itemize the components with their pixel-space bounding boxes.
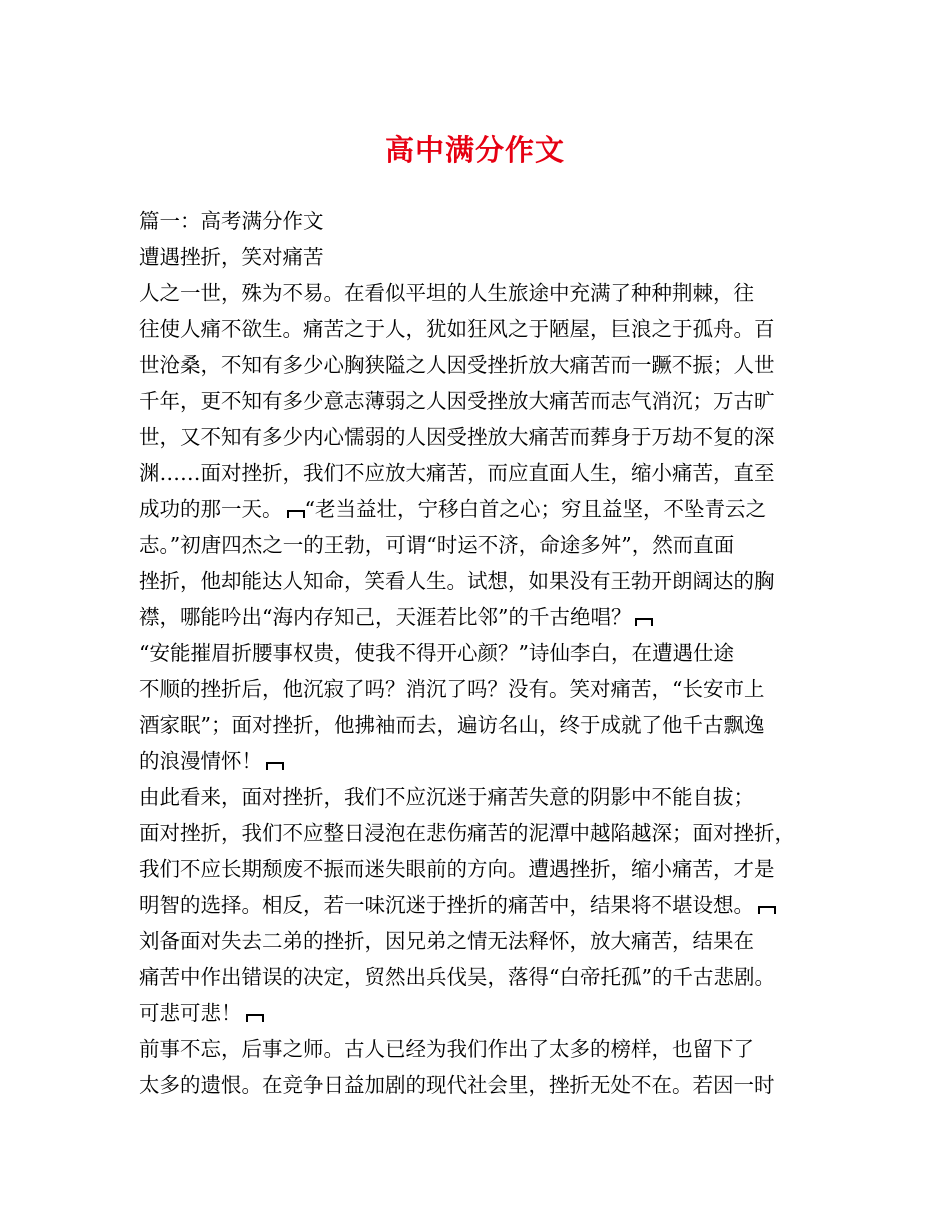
- text-fragment: 的浪漫情怀！: [139, 749, 262, 773]
- paragraph-mark-icon: [287, 510, 305, 518]
- text-line: 太多的遗恨。在竞争日益加剧的现代社会里，挫折无处不在。若因一时: [139, 1073, 775, 1097]
- section-heading: 篇一：高考满分作文: [139, 209, 324, 233]
- essay-body: [139, 203, 829, 1103]
- text-line-with-marks: [139, 995, 829, 1031]
- text-line-with-marks: [139, 599, 829, 635]
- text-line: 世，又不知有多少内心懦弱的人因受挫放大痛苦而葬身于万劫不复的深: [139, 425, 775, 449]
- document-title: 高中满分作文: [384, 133, 565, 167]
- text-line: “安能摧眉折腰事权贵，使我不得开心颜？”诗仙李白，在遭遇仕途: [139, 641, 734, 665]
- text-line: 酒家眠”；面对挫折，他拂袖而去，遍访名山，终于成就了他千古飘逸: [139, 713, 765, 737]
- text-line: 挫折，他却能达人知命，笑看人生。试想，如果没有王勃开朗阔达的胸: [139, 569, 775, 593]
- text-line: 人之一世，殊为不易。在看似平坦的人生旅途中充满了种种荆棘，往: [139, 281, 754, 305]
- text-line: 由此看来，面对挫折，我们不应沉迷于痛苦失意的阴影中不能自拔；: [139, 785, 754, 809]
- text-line: 我们不应长期颓废不振而迷失眼前的方向。遭遇挫折，缩小痛苦，才是: [139, 857, 775, 881]
- text-fragment: 成功的那一天。: [139, 497, 283, 521]
- text-line: 前事不忘，后事之师。古人已经为我们作出了太多的榜样，也留下了: [139, 1037, 754, 1061]
- paragraph-mark-icon: [635, 618, 653, 626]
- essay-subtitle: 遭遇挫折，笑对痛苦: [139, 245, 324, 269]
- text-line: 面对挫折，我们不应整日浸泡在悲伤痛苦的泥潭中越陷越深；面对挫折，: [139, 821, 795, 845]
- paragraph-mark-icon: [246, 1014, 264, 1022]
- text-line: 千年，更不知有多少意志薄弱之人因受挫放大痛苦而志气消沉；万古旷: [139, 389, 775, 413]
- text-line: 渊……面对挫折，我们不应放大痛苦，而应直面人生，缩小痛苦，直至: [139, 461, 775, 485]
- text-line: 世沧桑，不知有多少心胸狭隘之人因受挫折放大痛苦而一蹶不振；人世: [139, 353, 775, 377]
- text-line: 不顺的挫折后，他沉寂了吗？消沉了吗？没有。笑对痛苦，“长安市上: [139, 677, 765, 701]
- text-line: 刘备面对失去二弟的挫折，因兄弟之情无法释怀，放大痛苦，结果在: [139, 929, 754, 953]
- text-fragment: “老当益壮，宁移白首之心；穷且益坚，不坠青云之: [304, 497, 766, 521]
- paragraph-mark-icon: [266, 762, 284, 770]
- text-line: 往使人痛不欲生。痛苦之于人，犹如狂风之于陋屋，巨浪之于孤舟。百: [139, 317, 775, 341]
- text-fragment: 明智的选择。相反，若一味沉迷于挫折的痛苦中，结果将不堪设想。: [139, 893, 754, 917]
- text-fragment: 可悲可悲！: [139, 1001, 242, 1025]
- text-line-with-marks: [139, 887, 829, 923]
- text-line: 痛苦中作出错误的决定，贸然出兵伐吴，落得“白帝托孤”的千古悲剧。: [139, 965, 775, 989]
- paragraph-mark-icon: [758, 906, 776, 914]
- text-line-with-marks: [139, 491, 829, 527]
- text-line-with-marks: [139, 743, 829, 779]
- text-line: 志。”初唐四杰之一的王勃，可谓“时运不济，命途多舛”，然而直面: [139, 533, 735, 557]
- text-fragment: 襟，哪能吟出“海内存知己，天涯若比邻”的千古绝唱？: [139, 605, 632, 629]
